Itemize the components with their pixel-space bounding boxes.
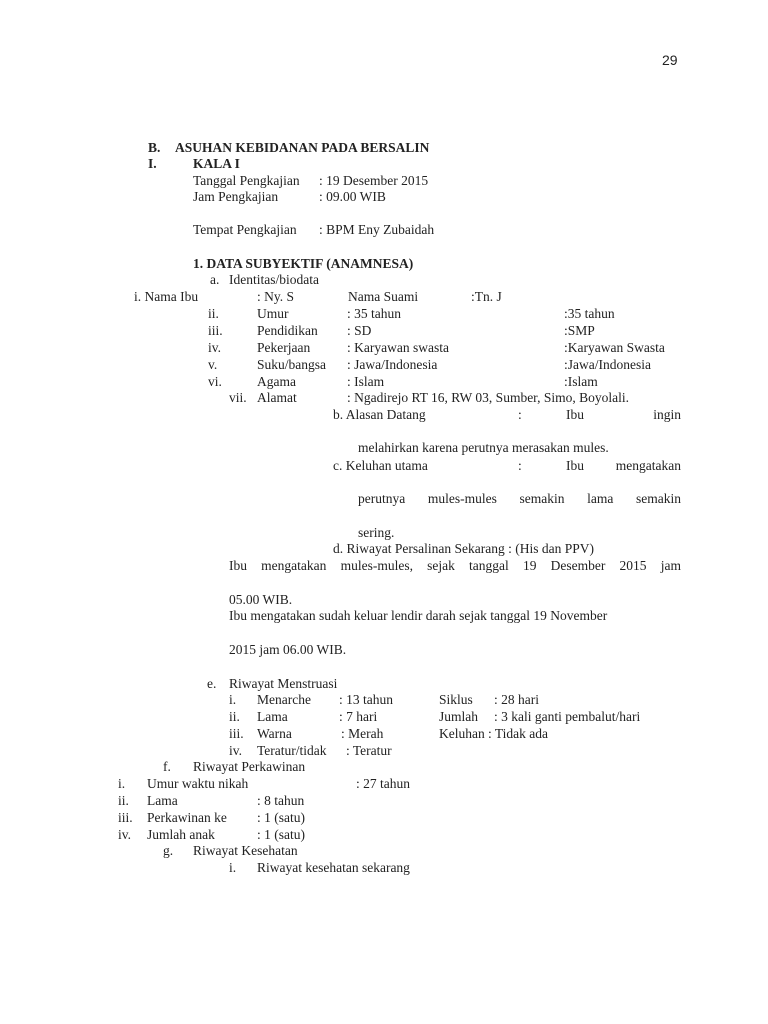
identitas-suami: :35 tahun (564, 306, 615, 321)
keluhan-word: mengatakan (615, 458, 681, 473)
identitas-label: Agama (257, 374, 296, 389)
identitas-label: Suku/bangsa (257, 357, 326, 372)
menstruasi-value2: : 28 hari (494, 692, 539, 707)
section-label: B. (148, 140, 161, 155)
persalinan-word: tanggal (469, 558, 509, 573)
menstruasi-title: Riwayat Menstruasi (229, 676, 338, 691)
persalinan-word: 19 (522, 558, 537, 573)
menstruasi-label: Teratur/tidak (257, 743, 327, 758)
keluhan-label: c. Keluhan utama (333, 458, 428, 473)
keluhan-text-line (358, 491, 681, 507)
identitas-num: iv. (208, 340, 221, 355)
kesehatan-num: i. (229, 860, 237, 875)
keluhan-word: perutnya (358, 491, 406, 506)
perkawinan-value: : 27 tahun (356, 776, 410, 791)
identitas-title: Identitas/biodata (229, 272, 319, 287)
menstruasi-num: iv. (229, 743, 242, 758)
alasan-word: Ibu (566, 407, 584, 422)
keluhan-word: lama (587, 491, 614, 506)
menstruasi-num: i. (229, 692, 237, 707)
perkawinan-value: : 8 tahun (257, 793, 305, 808)
identitas-num: iii. (208, 323, 223, 338)
menstruasi-label: Lama (257, 709, 288, 724)
persalinan-word: jam (660, 558, 681, 573)
perkawinan-label: Jumlah anak (147, 827, 215, 842)
keluhan-word: mules-mules (427, 491, 497, 506)
tempat-value: : BPM Eny Zubaidah (319, 222, 435, 237)
perkawinan-label: Lama (147, 793, 178, 808)
jam-value: : 09.00 WIB (319, 189, 386, 204)
jam-label: Jam Pengkajian (193, 189, 279, 204)
menstruasi-label2: Siklus (439, 692, 473, 707)
identitas-suami: :Islam (564, 374, 598, 389)
persalinan-word: Desember (550, 558, 606, 573)
perkawinan-num: ii. (118, 793, 129, 808)
menstruasi-label: Warna (257, 726, 292, 741)
identitas-label: Pendidikan (257, 323, 318, 338)
menstruasi-value2: : 3 kali ganti pembalut/hari (494, 709, 641, 724)
keluhan-word: semakin (519, 491, 565, 506)
kesehatan-item: Riwayat kesehatan sekarang (257, 860, 410, 875)
nama-suami-value: :Tn. J (471, 289, 502, 304)
identitas-num: ii. (208, 306, 219, 321)
perkawinan-title: Riwayat Perkawinan (193, 759, 306, 774)
persalinan-word: 2015 (619, 558, 647, 573)
keluhan-word: semakin (635, 491, 681, 506)
persalinan-word: Ibu (229, 558, 247, 573)
keluhan-colon: : (518, 458, 522, 473)
persalinan-text: 2015 jam 06.00 WIB. (229, 642, 347, 657)
persalinan-text: Ibu mengatakan sudah keluar lendir darah sejak tanggal 19 November (229, 608, 608, 623)
perkawinan-label: Umur waktu nikah (147, 776, 249, 791)
kesehatan-title: Riwayat Kesehatan (193, 843, 298, 858)
page-number: 29 (662, 52, 678, 68)
tanggal-value: : 19 Desember 2015 (319, 173, 429, 188)
identitas-ibu: : SD (347, 323, 372, 338)
nama-ibu-value: : Ny. S (257, 289, 295, 304)
identitas-num: v. (208, 357, 218, 372)
persalinan-word: mengatakan (261, 558, 327, 573)
menstruasi-label2: Keluhan (439, 726, 485, 741)
identitas-ibu: : Jawa/Indonesia (347, 357, 438, 372)
alamat-label: Alamat (257, 390, 297, 405)
identitas-suami: :Karyawan Swasta (564, 340, 665, 355)
alamat-num: vii. (229, 390, 247, 405)
kesehatan-marker: g. (163, 843, 174, 858)
persalinan-text: 05.00 WIB. (229, 592, 293, 607)
alasan-colon: : (518, 407, 522, 422)
menstruasi-num: iii. (229, 726, 244, 741)
alamat-value: : Ngadirejo RT 16, RW 03, Sumber, Simo, Boyolali. (347, 390, 630, 405)
identitas-suami: :Jawa/Indonesia (564, 357, 651, 372)
identitas-label: Umur (257, 306, 289, 321)
perkawinan-value: : 1 (satu) (257, 810, 305, 825)
menstruasi-value: : Teratur (346, 743, 392, 758)
identitas-marker: a. (210, 272, 220, 287)
nama-ibu-label: i. Nama Ibu (134, 289, 199, 304)
perkawinan-num: iv. (118, 827, 131, 842)
alasan-text: melahirkan karena perutnya merasakan mules. (358, 440, 609, 455)
identitas-ibu: : 35 tahun (347, 306, 401, 321)
data-subyektif-heading: 1. DATA SUBYEKTIF (ANAMNESA) (193, 256, 414, 271)
perkawinan-num: iii. (118, 810, 133, 825)
perkawinan-num: i. (118, 776, 126, 791)
identitas-ibu: : Islam (347, 374, 385, 389)
section-title: ASUHAN KEBIDANAN PADA BERSALIN (175, 140, 430, 155)
menstruasi-label: Menarche (257, 692, 311, 707)
subsection-label: I. (148, 156, 157, 171)
perkawinan-value: : 1 (satu) (257, 827, 305, 842)
menstruasi-value: : 13 tahun (339, 692, 393, 707)
nama-suami-label: Nama Suami (348, 289, 419, 304)
identitas-suami: :SMP (564, 323, 595, 338)
menstruasi-value: : Merah (341, 726, 384, 741)
tanggal-label: Tanggal Pengkajian (193, 173, 300, 188)
menstruasi-value: : 7 hari (339, 709, 378, 724)
menstruasi-marker: e. (207, 676, 217, 691)
alasan-word: ingin (653, 407, 681, 422)
riwayat-persalinan-title: d. Riwayat Persalinan Sekarang : (His dan PPV) (333, 541, 594, 556)
persalinan-word: mules-mules, (340, 558, 413, 573)
persalinan-word: sejak (427, 558, 455, 573)
keluhan-word: Ibu (566, 458, 584, 473)
identitas-label: Pekerjaan (257, 340, 311, 355)
menstruasi-value2: : Tidak ada (488, 726, 549, 741)
persalinan-paragraph-line (229, 558, 681, 574)
identitas-ibu: : Karyawan swasta (347, 340, 449, 355)
keluhan-text-end: sering. (358, 525, 395, 540)
menstruasi-label2: Jumlah (439, 709, 478, 724)
perkawinan-marker: f. (163, 759, 171, 774)
subsection-title: KALA I (193, 156, 240, 171)
alasan-label: b. Alasan Datang (333, 407, 426, 422)
tempat-label: Tempat Pengkajian (193, 222, 297, 237)
identitas-num: vi. (208, 374, 222, 389)
menstruasi-num: ii. (229, 709, 240, 724)
perkawinan-label: Perkawinan ke (147, 810, 227, 825)
